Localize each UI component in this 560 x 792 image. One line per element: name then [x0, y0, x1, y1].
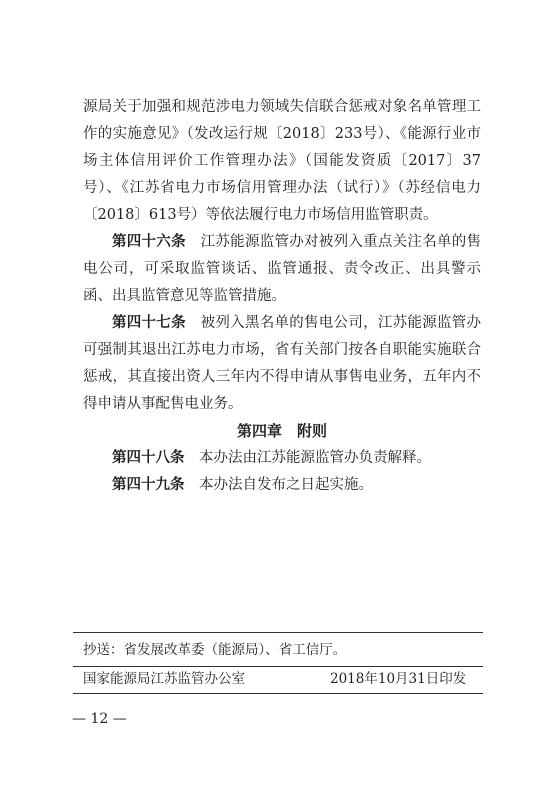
- chapter-heading: 第四章 附则: [236, 422, 327, 440]
- article-46-text: 江苏能源监管办对被列入重点关注名单的售电公司，可采取监管谈话、监管通报、责令改正、出具警示函、出具监管意见等监管措施。: [83, 234, 482, 304]
- article-48-text: 本办法由江苏能源监管办负责解释。: [199, 450, 431, 466]
- article-47-text: 被列入黑名单的售电公司，江苏能源监管办可强制其退出江苏电力市场，省有关部门按各自职能实施联合惩戒，其直接出资人三年内不得申请从事售电业务，五年内不得申请从事配售电业务。: [83, 315, 482, 412]
- article-47: [83, 310, 481, 418]
- article-49-number: 第四十九条: [112, 477, 185, 493]
- article-49-text: 本办法自发布之日起实施。: [199, 477, 373, 493]
- cc-line: 抄送：省发展改革委（能源局）、省工信厅。: [83, 642, 347, 658]
- footer-bottom-rule: [73, 693, 483, 694]
- article-48-number: 第四十八条: [112, 450, 185, 466]
- print-date: 2018年10月31日印发: [330, 671, 467, 687]
- page-number: — 12 —: [72, 711, 127, 727]
- document-body: [83, 94, 481, 499]
- issuing-office: 国家能源局江苏监管办公室: [83, 671, 245, 687]
- article-46-number: 第四十六条: [112, 234, 186, 250]
- footer-middle-rule: [73, 666, 483, 667]
- article-46: [83, 229, 481, 310]
- article-48: [83, 445, 481, 472]
- footer-top-rule: [73, 632, 483, 633]
- article-49: [83, 472, 481, 499]
- article-47-number: 第四十七条: [112, 315, 186, 331]
- continued-paragraph: 源局关于加强和规范涉电力领域失信联合惩戒对象名单管理工作的实施意见》（发改运行规〔2018〕233号）、《能源行业市场主体信用评价工作管理办法》（国能发资质〔2017〕37号）、《江苏省电力市场信用管理办法（试行）》（苏经信电力〔2018〕613号）等依法履行电力市场信用监管职责。: [83, 99, 481, 223]
